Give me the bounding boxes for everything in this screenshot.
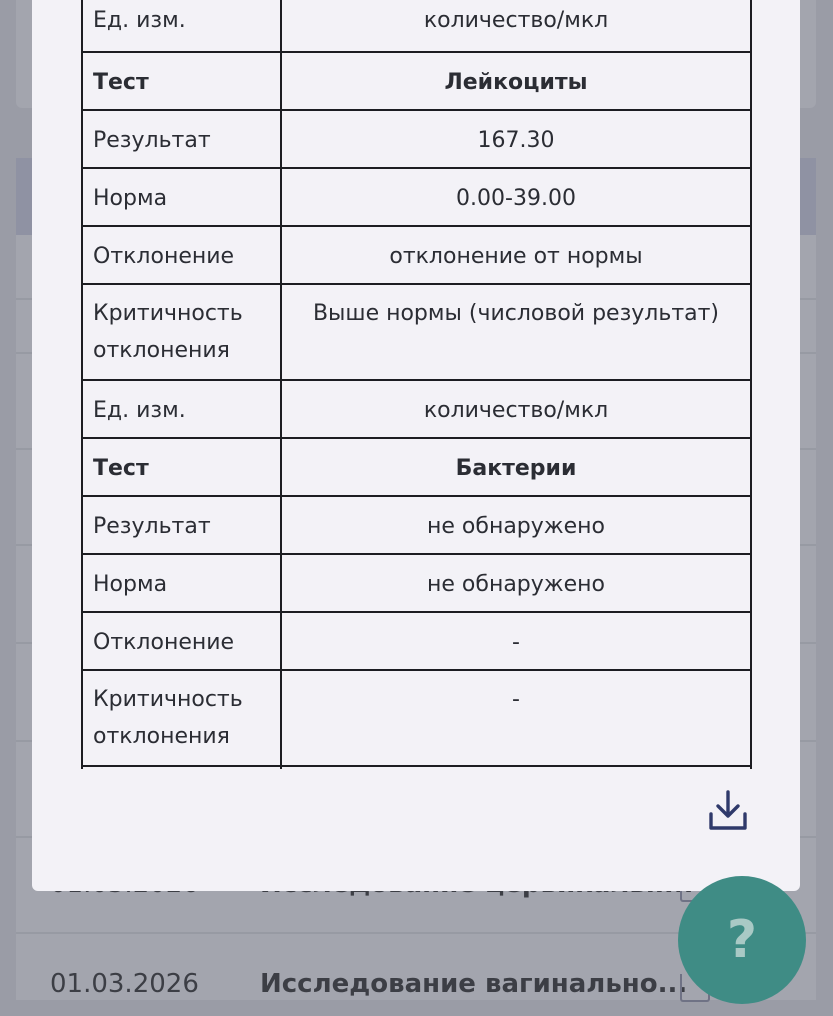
item-title: Исследование вагинально... xyxy=(260,969,688,999)
row-value: - xyxy=(281,670,751,766)
row-value: Лейкоциты xyxy=(281,52,751,110)
row-value: Выше нормы (числовой результат) xyxy=(281,284,751,380)
row-label: Тест xyxy=(82,52,281,110)
row-value: 0.00-39.00 xyxy=(281,168,751,226)
table-row xyxy=(82,380,751,438)
row-label: Результат xyxy=(82,110,281,168)
row-value: 167.30 xyxy=(281,110,751,168)
row-label: Результат xyxy=(82,496,281,554)
row-value: не обнаружено xyxy=(281,496,751,554)
results-modal xyxy=(32,0,800,891)
row-label: Ед. изм. xyxy=(82,380,281,438)
item-date: 01.03.2026 xyxy=(50,969,199,999)
row-label xyxy=(82,766,281,769)
table-row xyxy=(82,496,751,554)
table-row xyxy=(82,612,751,670)
table-row xyxy=(82,110,751,168)
table-row xyxy=(82,226,751,284)
table-row xyxy=(82,0,751,52)
row-label: Отклонение xyxy=(82,612,281,670)
table-row xyxy=(82,284,751,380)
row-value: отклонение от нормы xyxy=(281,226,751,284)
row-value: не обнаружено xyxy=(281,554,751,612)
row-label: Тест xyxy=(82,438,281,496)
row-label: Отклонение xyxy=(82,226,281,284)
table-row xyxy=(82,766,751,769)
row-label: Норма xyxy=(82,554,281,612)
row-value xyxy=(281,766,751,769)
table-row xyxy=(82,554,751,612)
table-row xyxy=(82,52,751,110)
row-label: Критичность отклонения xyxy=(82,284,281,380)
row-label: Ед. изм. xyxy=(82,0,281,52)
row-value: количество/мкл xyxy=(281,0,751,52)
help-button[interactable]: ? xyxy=(678,876,806,1004)
row-value: количество/мкл xyxy=(281,380,751,438)
row-label: Критичность отклонения xyxy=(82,670,281,766)
results-table-container[interactable] xyxy=(81,0,752,769)
download-icon[interactable] xyxy=(708,788,748,832)
row-value: Бактерии xyxy=(281,438,751,496)
table-row xyxy=(82,438,751,496)
row-label: Норма xyxy=(82,168,281,226)
table-row xyxy=(82,168,751,226)
row-value: - xyxy=(281,612,751,670)
results-table xyxy=(81,0,752,769)
table-row xyxy=(82,670,751,766)
